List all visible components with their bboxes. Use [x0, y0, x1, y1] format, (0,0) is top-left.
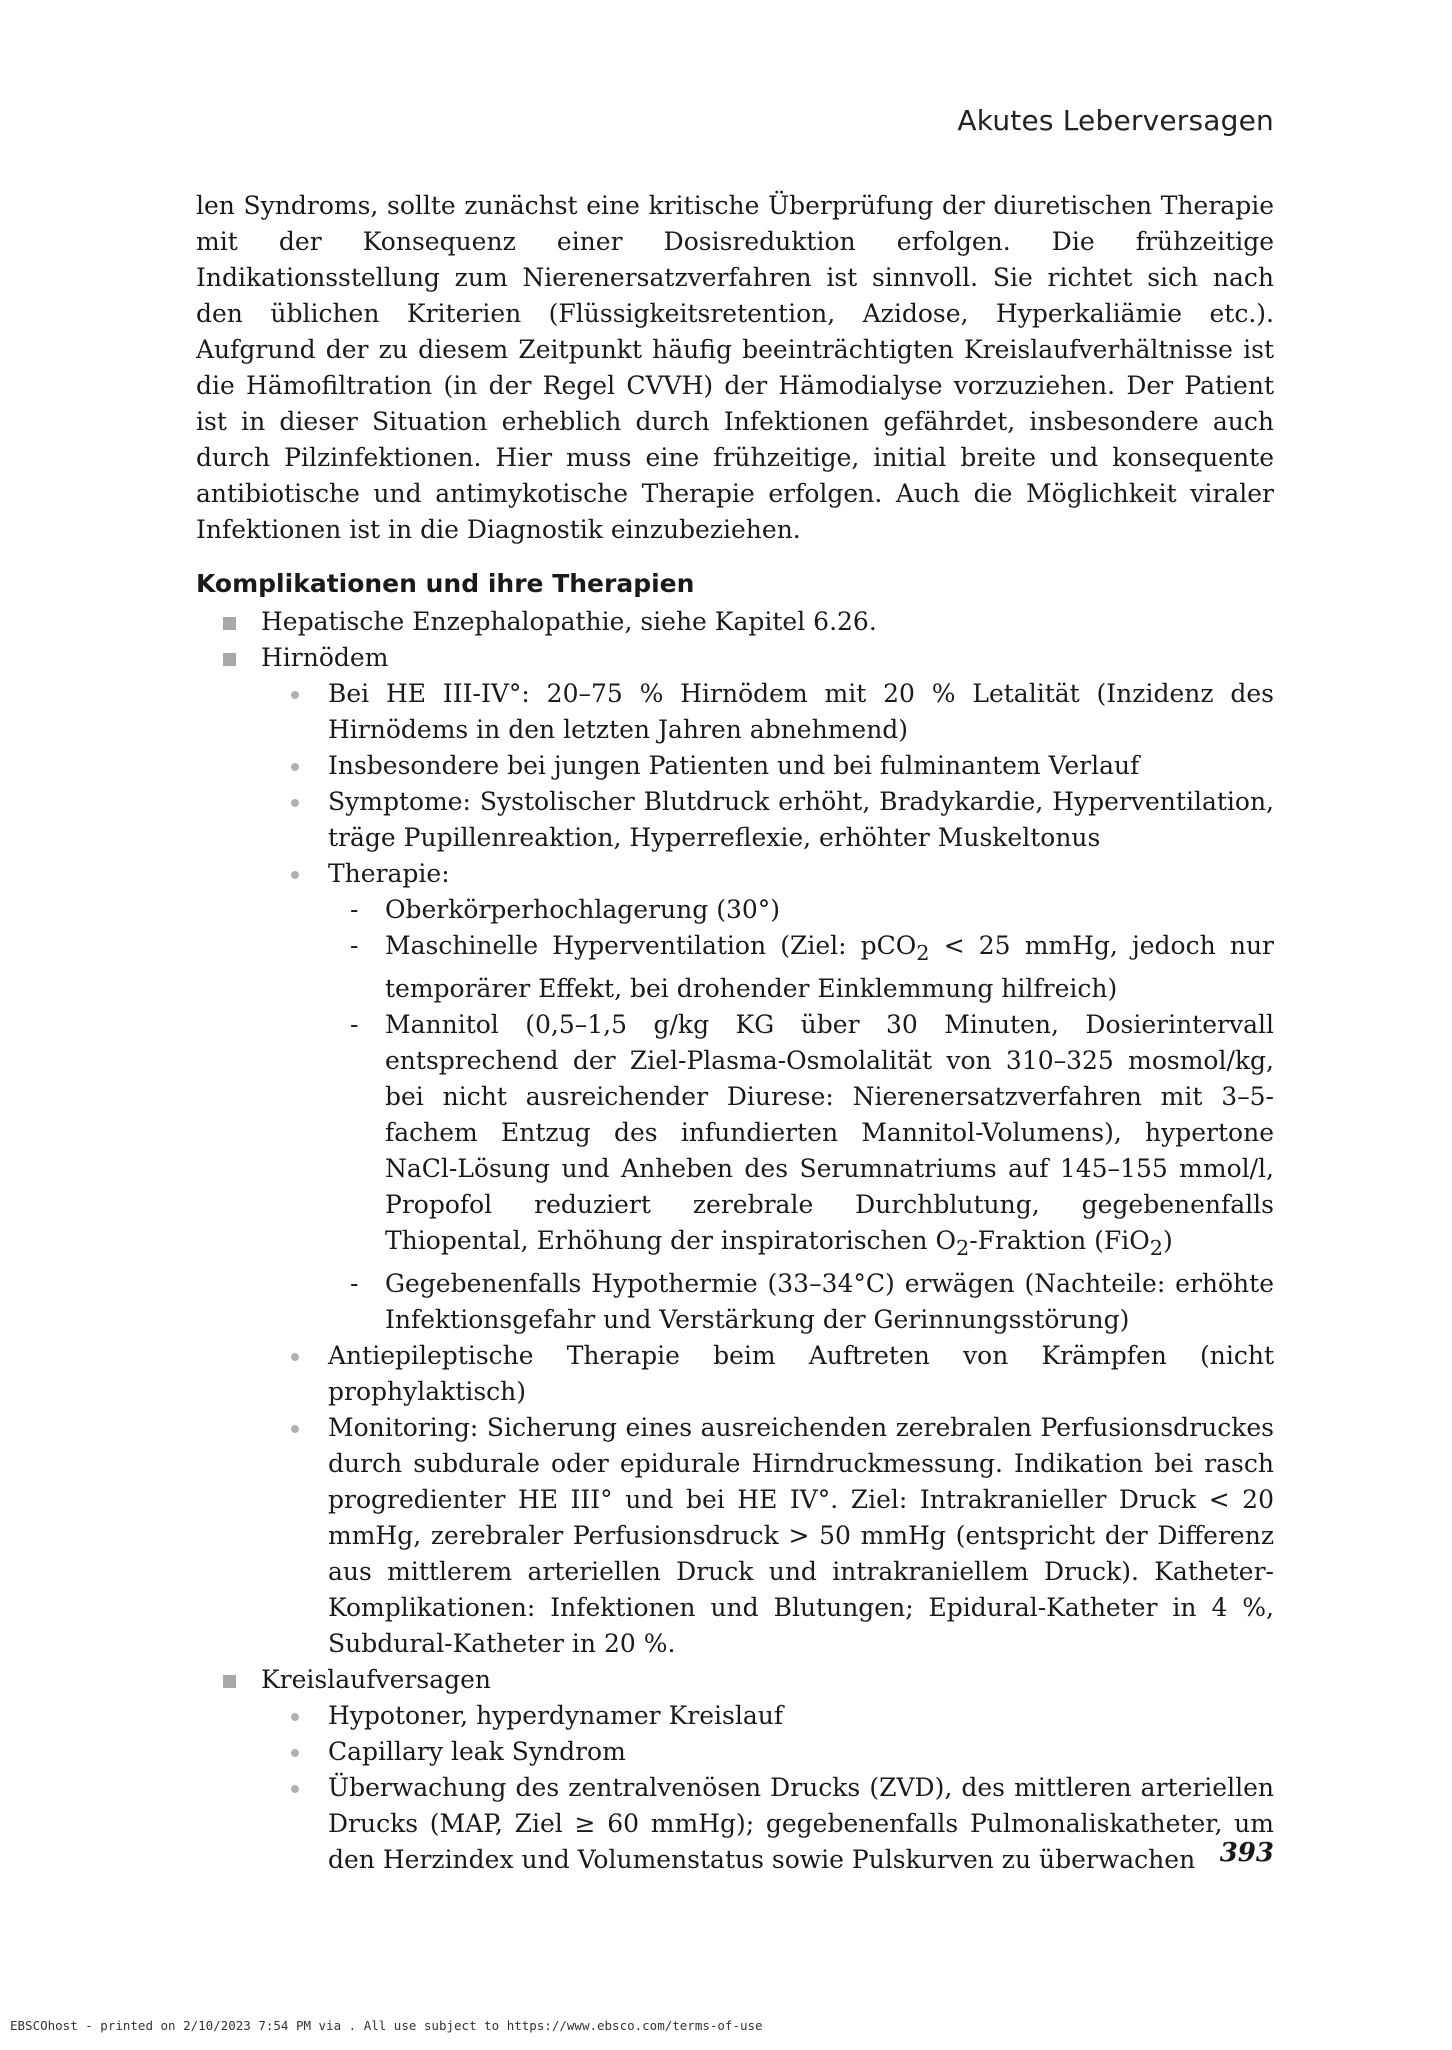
subscript: 2 [955, 1236, 970, 1260]
complications-list [196, 604, 1274, 1878]
therapy-hyperventilation [328, 928, 1274, 1007]
kreislauf-sublist [261, 1698, 1274, 1878]
footer-notice: EBSCOhost - printed on 2/10/2023 7:54 PM via . All use subject to https://www.ebsco.com/terms-of-use [10, 2018, 763, 2033]
text-part: Maschinelle Hyperventilation (Ziel: pCO [385, 931, 917, 960]
text-part: Mannitol (0,5–1,5 g/kg KG über 30 Minuten, Dosierintervall entsprechend der Ziel-Plasma-Osmolalität von 310–325 mosmol/kg, bei nicht ausreichender Diurese: Nierenersatzverfahren mit 3–5-fachem Entzug des infundierten Mannitol-Volumens), hypertone NaCl-Lösung und Anheben des Serumnatriums auf 145–155 mmol/l, Propofol reduziert zerebrale Durchblutung, gegebenenfalls Thiopental, Erhöhung der inspiratorischen O [385, 1010, 1274, 1255]
intro-paragraph: len Syndroms, sollte zunächst eine kritische Überprüfung der diuretischen Therapie mit der Konsequenz einer Dosisreduktion erfolgen. Die frühzeitige Indikationsstellung zum Nierenersatzverfahren ist sinnvoll. Sie richtet sich nach den üblichen Kriterien (Flüssigkeitsretention, Azidose, Hyperkaliämie etc.). Aufgrund der zu diesem Zeitpunkt häufig beeinträchtigten Kreislaufverhältnisse ist die Hämofiltration (in der Regel CVVH) der Hämodialyse vorzuziehen. Der Patient ist in dieser Situation erheblich durch Infektionen gefährdet, insbesondere auch durch Pilzinfektionen. Hier muss eine frühzeitige, initial breite und konsequente antibiotische und antimykotische Therapie erfolgen. Auch die Möglichkeit viraler Infektionen ist in die Diagnostik einzubeziehen. [196, 191, 1274, 544]
sub-item-hypoton: Hypotoner, hyperdynamer Kreislauf [261, 1698, 1274, 1734]
list-item-enzephalopathie [196, 604, 1274, 640]
therapy-lagerung: - Oberkörperhochlagerung (30°) [328, 892, 1274, 928]
sub-item-symptome: Symptome: Systolischer Blutdruck erhöht, Bradykardie, Hyperventilation, träge Pupillenreaktion, Hyperreflexie, erhöhter Muskeltonus [261, 784, 1274, 856]
sub-item-capillary: Capillary leak Syndrom [261, 1734, 1274, 1770]
therapie-label: Therapie: [328, 859, 450, 888]
therapy-mannitol [328, 1007, 1274, 1266]
sub-item-monitoring: Monitoring: Sicherung eines ausreichenden zerebralen Perfusionsdruckes durch subdurale oder epidurale Hirndruckmessung. Indikation bei rasch progredienter HE III° und bei HE IV°. Ziel: Intrakranieller Druck < 20 mmHg, zerebraler Perfusionsdruck > 50 mmHg (entspricht der Differenz aus mittlerem arteriellen Druck und intrakraniellem Druck). Katheter-Komplikationen: Infektionen und Blutungen; Epidural-Katheter in 4 %, Subdural-Katheter in 20 %. [261, 1410, 1274, 1662]
item-label: Hirnödem [261, 643, 389, 672]
text-part: -Fraktion (FiO [969, 1226, 1150, 1255]
page-body [196, 188, 1274, 1878]
therapie-sublist [328, 892, 1274, 1338]
subscript: 2 [916, 941, 930, 965]
sub-item-antiepileptisch: Antiepileptische Therapie beim Auftreten von Krämpfen (nicht prophylaktisch) [261, 1338, 1274, 1410]
subscript: 2 [1149, 1236, 1164, 1260]
item-text: Hepatische Enzephalopathie, siehe Kapitel 6.26. [261, 607, 877, 636]
item-label: Kreislaufversagen [261, 1665, 492, 1694]
sub-item-he: Bei HE III-IV°: 20–75 % Hirnödem mit 20 % Letalität (Inzidenz des Hirnödems in den letzten Jahren abnehmend) [261, 676, 1274, 748]
list-item-kreislauf [196, 1662, 1274, 1878]
therapy-hypothermie: - Gegebenenfalls Hypothermie (33–34°C) erwägen (Nachteile: erhöhte Infektionsgefahr und Verstärkung der Gerinnungsstörung) [328, 1266, 1274, 1338]
hirnoedem-sublist [261, 676, 1274, 1662]
page-number: 393 [1219, 1838, 1274, 1868]
list-item-hirnoedem [196, 640, 1274, 1662]
text-part: ) [1163, 1226, 1173, 1255]
text-part: < 25 mmHg, jedoch nur temporärer Effekt, bei drohender Einklemmung hilfreich) [385, 931, 1274, 1003]
sub-item-therapie [261, 856, 1274, 1338]
section-heading: Komplikationen und ihre Therapien [196, 569, 695, 598]
sub-item-ueberwachung: Überwachung des zentralvenösen Drucks (ZVD), des mittleren arteriellen Drucks (MAP, Ziel ≥ 60 mmHg); gegebenenfalls Pulmonaliskatheter, um den Herzindex und Volumenstatus sowie Pulskurven zu überwachen [261, 1770, 1274, 1878]
sub-item-jung: Insbesondere bei jungen Patienten und bei fulminantem Verlauf [261, 748, 1274, 784]
running-head: Akutes Leberversagen [957, 104, 1274, 137]
